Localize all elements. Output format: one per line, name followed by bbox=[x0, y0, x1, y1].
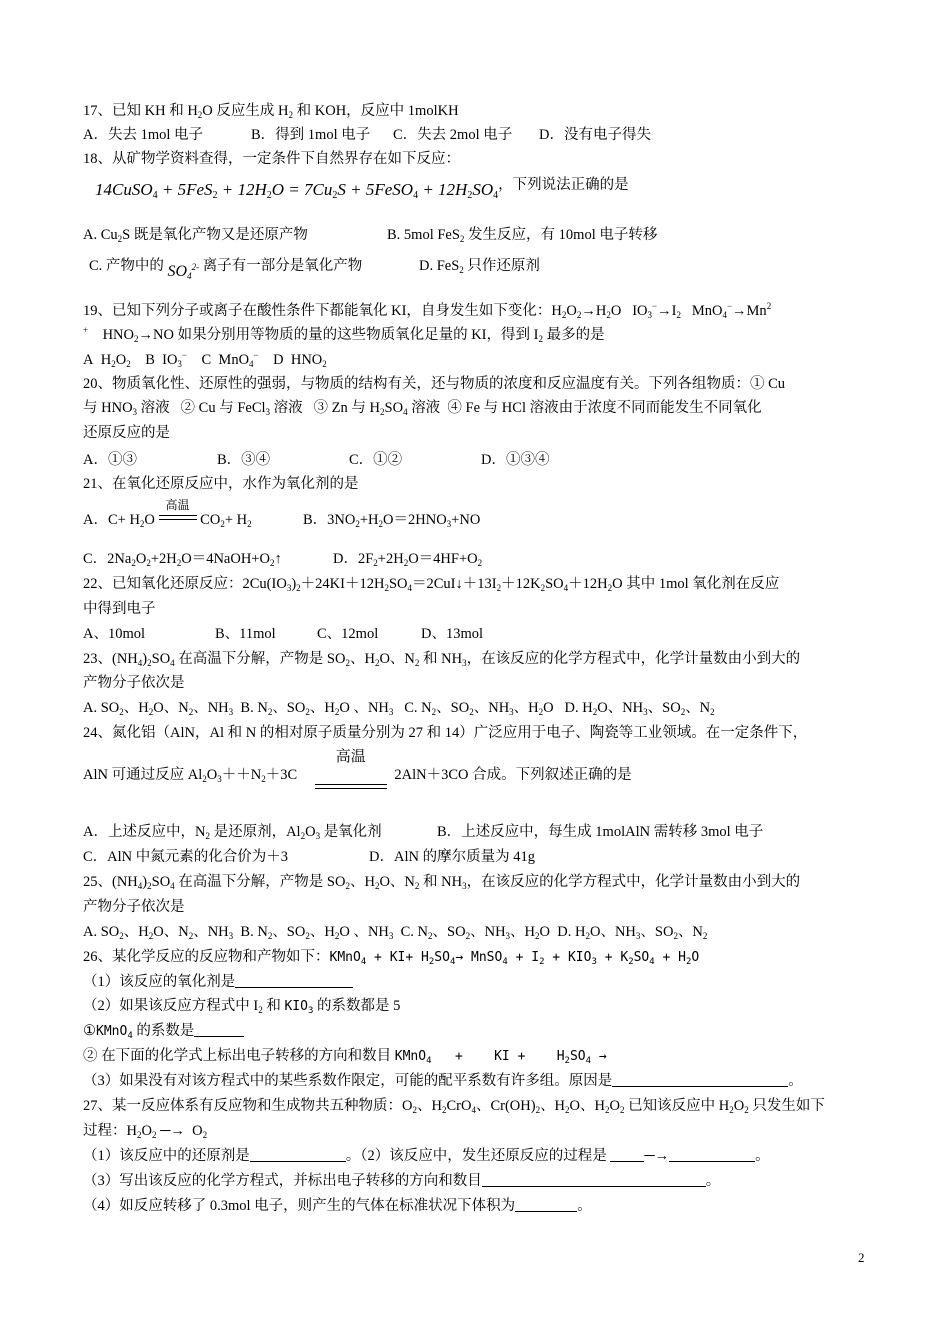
q17-option-c: C．失去 2mol 电子 bbox=[393, 127, 513, 143]
q26-part3: （3）如果没有对该方程式中的某些系数作限定，可能的配平系数有许多组。原因是 。 bbox=[83, 1073, 803, 1089]
q27-blank-volume[interactable] bbox=[515, 1197, 577, 1212]
q25-option-d: D. $H_2O$、$NH_3$、$SO_2$、$N_2$ bbox=[557, 924, 708, 941]
q27-blank-reactant[interactable] bbox=[610, 1147, 644, 1162]
q23-stem-line1: 23、$(NH_4)_2SO_4$ 在高温下分解，产物是 $SO_2$、$H_2O$、$N_2$ 和 $NH_3$，在该反应的化学方程式中，化学计量数由小到大的 bbox=[83, 651, 801, 668]
q21-condition: 高温 bbox=[159, 510, 197, 530]
q21-stem: 21、在氧化还原反应中，水作为氧化剂的是 bbox=[83, 476, 359, 492]
q22-option-c: C、12mol bbox=[317, 626, 379, 642]
q21-option-d: D．$2F_2+2H_2O=4HF+O_2$ bbox=[333, 551, 483, 568]
q27-blank-product[interactable] bbox=[669, 1147, 755, 1162]
q22-option-a: A、10mol bbox=[83, 626, 146, 642]
q26-part2b: ② 在下面的化学式上标出电子转移的方向和数目 KMnO$_4$ + KI + $H_2SO_4$ → bbox=[83, 1048, 607, 1066]
q25-options bbox=[83, 922, 873, 942]
q25-option-c: C. $N_2$、$SO_2$、$NH_3$、$H_2O$ bbox=[400, 924, 551, 941]
q22-option-b: B、11mol bbox=[215, 626, 276, 642]
q18-options-cd bbox=[83, 256, 873, 281]
q25-option-b: B. $N_2$、$SO_2$、$H_2O$ 、$NH_3$ bbox=[240, 924, 394, 941]
q17-options bbox=[83, 125, 873, 145]
q26-blank-oxidant[interactable] bbox=[235, 973, 353, 988]
q25-stem-line2: 产物分子依次是 bbox=[83, 899, 185, 915]
q20-option-c: C．①② bbox=[349, 452, 403, 468]
q23-option-a: A. $SO_2$、$H_2O$、$N_2$、$NH_3$ bbox=[83, 700, 234, 717]
q18-equation-line bbox=[83, 177, 873, 208]
q26-blank-coefficient[interactable] bbox=[194, 1022, 244, 1037]
q27-part4: （4）如反应转移了 0.3mol 电子，则产生的气体在标准状况下体积为 。 bbox=[83, 1198, 592, 1214]
q23-options bbox=[83, 698, 873, 718]
q26-part2a: ①KMnO$_4$ 的系数是 bbox=[83, 1021, 873, 1042]
q26-stem: 26、某化学反应的反应物和产物如下：KMnO$_4$ + $KI+ H_2SO_4\to$ MnSO$_4$ + $I_2 + KIO_3 + K_2SO_4 + H_2O$ bbox=[83, 949, 700, 967]
q27-stem2: 过程：$H_2O_2$ ─→ $O_2$ bbox=[83, 1123, 208, 1140]
q20-stem-line3: 还原反应的是 bbox=[83, 425, 170, 441]
q21-options-ab bbox=[83, 498, 873, 530]
q25-option-a: A. $SO_2$、$H_2O$、$N_2$、$NH_3$ bbox=[83, 924, 234, 941]
q25-stem-line1: 25、$(NH_4)_2SO_4$ 在高温下分解，产物是 $SO_2$、$H_2O$、$N_2$ 和 $NH_3$，在该反应的化学方程式中，化学计量数由小到大的 bbox=[83, 874, 801, 891]
q17-option-a: A．失去 1mol 电子 bbox=[83, 127, 204, 143]
q19-options bbox=[83, 350, 873, 370]
q27-stem: 27、某一反应体系有反应物和生成物共五种物质：$O_2$、$H_2CrO_4$、$Cr(OH)_2$、$H_2O$、$H_2O_2$ 已知该反应中 $H_2O_2$ 只发生如下 bbox=[83, 1098, 825, 1115]
q18-equation: 14CuSO$_4$ + $5FeS_2 + 12H_2O = 7Cu_2S$ + 5FeSO$_4$ + $12H_2SO_4$ bbox=[95, 180, 499, 201]
q26-blank-reason[interactable] bbox=[612, 1072, 788, 1087]
q24-equation-line bbox=[83, 749, 873, 795]
q19-stem-line1: 19、已知下列分子或离子在酸性条件下都能氧化 KI，自身发生如下变化：$H_2O_2\to H_2O$ $IO_3^-\to I_2$ $MnO_4^-\to Mn^2$ bbox=[83, 301, 772, 320]
q18-options-ab bbox=[83, 225, 873, 245]
q24-condition: 高温 bbox=[315, 765, 387, 789]
q24-eq-left: AlN 可通过反应 $Al_2O_3++N_2+3C$ bbox=[83, 767, 298, 784]
q24-options-ab bbox=[83, 822, 873, 842]
q24-option-d: D．AlN 的摩尔质量为 41g bbox=[369, 849, 535, 865]
q18-equation-tail: ，下列说法正确的是 bbox=[498, 177, 629, 193]
q21-option-a: A．$C+ H_2O$ 高温 $CO_2+ H_2$ bbox=[83, 498, 252, 529]
q26-part2: （2）如果该反应方程式中 $I_2$ 和 $KIO_3$ 的系数都是 5 bbox=[83, 998, 401, 1016]
q19-stem-line2: + $HNO_2\to NO$ 如果分别用等物质的量的这些物质氧化足量的 KI，得到 $I_2$ 最多的是 bbox=[83, 325, 605, 344]
q24-eq-right: 2AlN＋3CO 合成。下列叙述正确的是 bbox=[394, 767, 632, 783]
q27-blank-equation[interactable] bbox=[482, 1172, 706, 1187]
q27-blank-reductant[interactable] bbox=[250, 1147, 346, 1162]
q23-option-c: C. $N_2$、$SO_2$、$NH_3$、$H_2O$ bbox=[404, 700, 554, 717]
q22-option-d: D、13mol bbox=[421, 626, 484, 642]
q17-option-d: D．没有电子得失 bbox=[539, 127, 651, 143]
q27-part3: （3）写出该反应的化学方程式，并标出电子转移的方向和数目 。 bbox=[83, 1173, 721, 1189]
q27-part1: （1）该反应中的还原剂是 。（2）该反应中，发生还原反应的过程是 ─→ 。 bbox=[83, 1148, 770, 1164]
q20-option-b: B．③④ bbox=[217, 452, 271, 468]
q17-option-b: B．得到 1mol 电子 bbox=[251, 127, 371, 143]
q18-option-a: A. $Cu_2S$ 既是氧化产物又是还原产物 bbox=[83, 227, 308, 244]
q18-stem: 18、从矿物学资料查得，一定条件下自然界存在如下反应： bbox=[83, 151, 460, 167]
q19-option-d: D $HNO_2$ bbox=[273, 352, 327, 369]
q21-options-cd bbox=[83, 549, 873, 569]
q18-option-d: D. FeS$_2$ 只作还原剂 bbox=[419, 258, 540, 275]
q19-option-a: A $H_2O_2$ bbox=[83, 352, 131, 369]
q18-option-b: B. 5mol FeS$_2$ 发生反应，有 10mol 电子转移 bbox=[387, 227, 658, 244]
q24-options-cd bbox=[83, 847, 873, 867]
q19-option-b: B $IO_3^-$ bbox=[145, 350, 187, 369]
q18-option-c: C. 产物中的 $SO_4^{2-}$ 离子有一部分是氧化产物 bbox=[89, 258, 363, 281]
q24-option-b: B．上述反应中，每生成 1molAlN 需转移 3mol 电子 bbox=[437, 824, 764, 840]
q22-stem-line2: 中得到电子 bbox=[83, 601, 156, 617]
q20-option-a: A．①③ bbox=[83, 452, 137, 468]
q20-option-d: D．①③④ bbox=[481, 452, 550, 468]
q21-option-c: C．$2Na_2O_2+2H_2O=4NaOH+O_2↑$ bbox=[83, 551, 282, 568]
q20-stem-line2: 与 $HNO_3$ 溶液 ② Cu 与 FeCl$_3$ 溶液 ③ Zn 与 $H_2SO_4$ 溶液 ④ Fe 与 HCl 溶液由于浓度不同而能发生不同氧化 bbox=[83, 400, 762, 417]
q23-option-d: D. $H_2O$、$NH_3$、$SO_2$、$N_2$ bbox=[564, 700, 715, 717]
q24-option-c: C．AlN 中氮元素的化合价为＋3 bbox=[83, 849, 289, 865]
q23-option-b: B. $N_2$、$SO_2$、$H_2O$ 、$NH_3$ bbox=[240, 700, 394, 717]
q24-stem: 24、氮化铝（AlN，Al 和 N 的相对原子质量分别为 27 和 14）广泛应用于电子、陶瓷等工业领域。在一定条件下， bbox=[83, 725, 808, 741]
q17-stem: 17、已知 KH 和 $H_2O$ 反应生成 $H_2$ 和 KOH，反应中 1molKH bbox=[83, 103, 459, 120]
q20-options bbox=[83, 450, 873, 470]
q24-option-a: A．上述反应中，$N_2$ 是还原剂，$Al_2O_3$ 是氧化剂 bbox=[83, 824, 382, 841]
q22-stem-line1: 22、已知氧化还原反应：$2Cu(IO_3)_2+24KI+12H_2SO_4=2CuI↓+13I_2+12K_2SO_4+12H_2O$ 其中 1mol 氧化剂在反应 bbox=[83, 576, 780, 593]
q20-stem-line1: 20、物质氧化性、还原性的强弱，与物质的结构有关，还与物质的浓度和反应温度有关。下列各组物质：① Cu bbox=[83, 376, 786, 392]
q19-option-c: C MnO$_4$− bbox=[201, 350, 259, 369]
page-number: 2 bbox=[858, 1250, 865, 1265]
q21-option-b: B．$3NO_2+H_2O=2HNO_3+NO$ bbox=[303, 512, 481, 529]
q22-options bbox=[83, 624, 873, 644]
q23-stem-line2: 产物分子依次是 bbox=[83, 675, 185, 691]
q26-part1: （1）该反应的氧化剂是 bbox=[83, 972, 873, 992]
